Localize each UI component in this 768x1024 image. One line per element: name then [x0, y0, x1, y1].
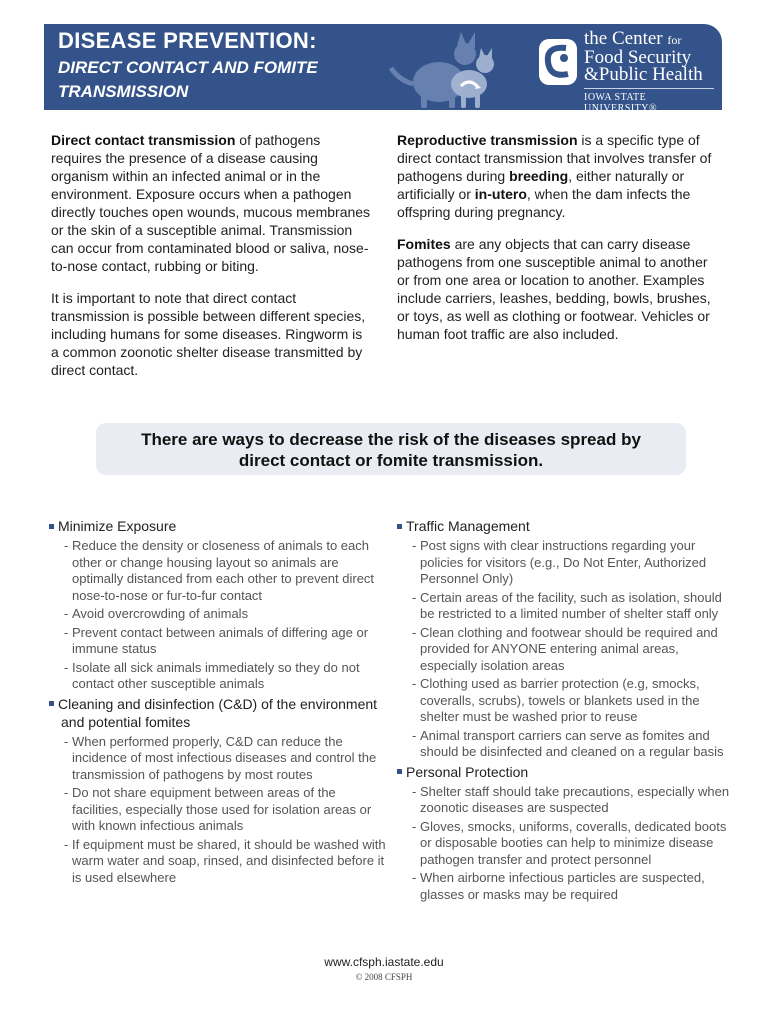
list-item [397, 676, 732, 726]
list-item-text: When performed properly, C&D can reduce the incidence of most infectious diseases and control the transmission of pathogens by most routes [72, 733, 377, 782]
list-item-text: Avoid overcrowding of animals [72, 606, 249, 621]
reproductive-term: Reproductive transmission [397, 132, 578, 148]
list-item [397, 538, 732, 588]
logo-wordmark [584, 30, 703, 83]
list-item-text: When airborne infectious particles are suspected, glasses or masks may be required [420, 870, 705, 902]
section-heading-text: Minimize Exposure [58, 518, 177, 534]
in-utero-term: in-utero [474, 186, 527, 202]
page-title: DISEASE PREVENTION: [58, 28, 317, 53]
dash-marker: - [64, 538, 69, 553]
subtitle-line-2: TRANSMISSION [58, 82, 189, 101]
section-heading [49, 517, 389, 535]
reproductive-text-a: is a specific type of direct contact transmission that involves transfer of pathogens during [397, 132, 712, 184]
logo-line-3: &Public Health [584, 64, 703, 85]
reproductive-text-c: , either naturally or artificially or [397, 168, 685, 202]
logo-for: for [667, 33, 682, 47]
section-heading [397, 517, 732, 535]
subtitle-line-1: DIRECT CONTACT AND FOMITE [58, 58, 318, 77]
list-item [49, 734, 389, 784]
page-subtitle [58, 56, 358, 104]
dash-marker: - [64, 733, 69, 749]
intro-right-column [397, 131, 715, 357]
dash-marker: - [412, 870, 417, 885]
dash-marker: - [412, 676, 417, 691]
section-heading-text: Traffic Management [406, 518, 530, 534]
list-item [49, 785, 389, 835]
square-bullet-icon [49, 701, 54, 706]
square-bullet-icon [397, 524, 402, 529]
list-item [49, 606, 389, 623]
list-item-text: Certain areas of the facility, such as isolation, should be restricted to a limited number of shelter staff only [420, 589, 722, 621]
list-item [397, 870, 732, 903]
reproductive-paragraph [397, 131, 715, 221]
logo-university: IOWA STATE UNIVERSITY® [584, 92, 658, 110]
fomites-text: are any objects that can carry disease pathogens from one susceptible animal to another or from one area or location to another. Examples include carriers, leashes, bedding, bowls, brushes, or toys, as well as clothing or footwear. Vehicles or human foot traffic are also included. [397, 236, 711, 342]
header-banner [44, 24, 722, 110]
dash-marker: - [64, 606, 69, 621]
list-item [49, 660, 389, 693]
logo-divider [584, 88, 714, 89]
list-item-text: Animal transport carriers can serve as fomites and should be disinfected and cleaned on a regular basis [420, 727, 724, 759]
breeding-term: breeding [509, 168, 569, 184]
list-item-text: Isolate all sick animals immediately so they do not contact other susceptible animals [72, 659, 360, 691]
list-item [397, 819, 732, 869]
list-item-text: Post signs with clear instructions regarding your policies for visitors (e.g., Do Not Enter, Authorized Personnel Only) [420, 538, 707, 586]
list-item-text: Do not share equipment between areas of the facilities, especially those used for isolation areas or with known infectious animals [72, 785, 372, 833]
risk-callout [96, 423, 686, 475]
dash-marker: - [64, 624, 69, 640]
list-item-text: Gloves, smocks, uniforms, coveralls, dedicated boots or disposable booties can help to minimize disease pathogen transfer and protect personnel [420, 818, 727, 867]
dash-marker: - [64, 785, 69, 800]
footer-copyright: © 2008 CFSPH [355, 972, 413, 982]
list-item [49, 538, 389, 604]
callout-line-1: There are ways to decrease the risk of the diseases spread by [141, 430, 641, 449]
list-item-text: If equipment must be shared, it should be washed with warm water and soap, rinsed, and disinfected before it is used elsewhere [72, 836, 386, 885]
footer-url: www.cfsph.iastate.edu [324, 955, 444, 969]
dash-marker: - [412, 783, 417, 799]
list-item [397, 784, 732, 817]
fomites-term: Fomites [397, 236, 451, 252]
section-heading-continuation: and potential fomites [61, 713, 191, 730]
dash-marker: - [412, 727, 417, 743]
list-item [397, 728, 732, 761]
list-item [397, 590, 732, 623]
dash-marker: - [412, 538, 417, 553]
direct-contact-text: of pathogens requires the presence of a disease causing organism within an infected animal or in the environment. Exposure occurs when a pathogen directly touches open wounds, mucous membranes or the skin of a susceptible animal. Transmission can occur from contaminated blood or saliva, nose-to-nose contact, rubbing or biting. [51, 132, 371, 274]
dash-marker: - [64, 659, 69, 675]
logo-line-2: Food Security [584, 47, 692, 68]
intro-left-column [51, 131, 373, 393]
list-item [49, 837, 389, 887]
direct-contact-paragraph [51, 131, 373, 275]
fomites-paragraph [397, 235, 715, 343]
list-item-text: Reduce the density or closeness of animals to each other or change housing layout so animals are optimally distanced from each other to prevent direct nose-to-nose or fur-to-fur contact [72, 538, 375, 603]
direct-contact-term: Direct contact transmission [51, 132, 236, 148]
list-item-text: Shelter staff should take precautions, especially when zoonotic diseases are suspected [420, 783, 730, 815]
dash-marker: - [412, 624, 417, 640]
dash-marker: - [412, 589, 417, 605]
list-item [397, 625, 732, 675]
animal-silhouette-icon [369, 24, 519, 110]
reproductive-text-e: , when the dam infects the offspring during pregnancy. [397, 186, 691, 220]
list-item-text: Prevent contact between animals of differing age or immune status [72, 624, 369, 656]
section-heading [49, 695, 389, 731]
dash-marker: - [412, 818, 417, 834]
list-item [49, 625, 389, 658]
square-bullet-icon [397, 769, 402, 774]
callout-line-2: direct contact or fomite transmission. [238, 451, 544, 470]
list-item-text: Clothing used as barrier protection (e.g, smocks, coveralls, scrubs), towels or blankets used in the shelter must be washed prior to reuse [420, 676, 700, 724]
measures-right-column [397, 517, 732, 905]
section-heading-text: Cleaning and disinfection (C&D) of the environment [58, 695, 378, 712]
cfsph-logo-icon [538, 38, 578, 86]
list-item-text: Clean clothing and footwear should be required and provided for ANYONE entering animal areas, especially isolation areas [420, 624, 718, 673]
dash-marker: - [64, 836, 69, 852]
section-heading-text: Personal Protection [406, 763, 529, 780]
square-bullet-icon [49, 524, 54, 529]
section-heading [397, 763, 732, 781]
measures-left-column [49, 517, 389, 888]
species-note-paragraph: It is important to note that direct contact transmission is possible between different species, including humans for some diseases. Ringworm is a common zoonotic shelter disease transmitted by direct contact. [51, 290, 366, 378]
logo-line-1: the Center [584, 28, 663, 49]
